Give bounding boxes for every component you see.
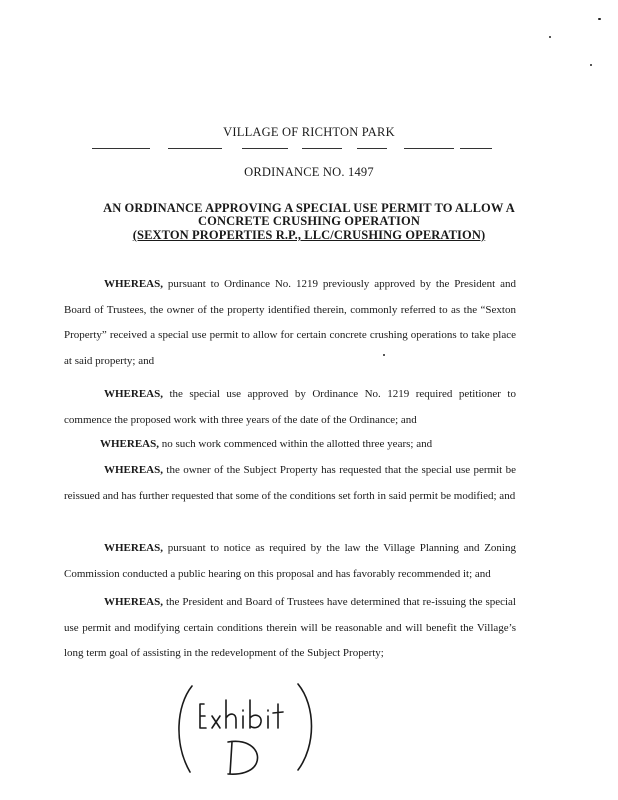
scan-speck: [598, 18, 601, 20]
scan-speck: [590, 64, 592, 66]
paragraph-text: pursuant to Ordinance No. 1219 previously approved by the President and Board of Trustees, the owner of the property identified therein, commonly referred to as the “Sexton Property” received a special use permit to allow for certain concrete crushing operations to take place at said property; and: [64, 278, 516, 367]
whereas-paragraph-3: [64, 432, 516, 458]
whereas-lead: WHEREAS,: [104, 542, 163, 554]
whereas-paragraph-2: [64, 382, 516, 433]
paragraph-text: the owner of the Subject Property has requested that the special use permit be reissued and has further requested that some of the conditions set forth in said permit be modified; and: [64, 464, 516, 502]
whereas-paragraph-4: [64, 458, 516, 509]
letter-e-stroke: [200, 704, 206, 728]
letter-h-stroke: [226, 700, 236, 728]
whereas-paragraph-1: [64, 272, 516, 374]
whereas-lead: WHEREAS,: [104, 388, 163, 400]
ordinance-title-line-3: (SEXTON PROPERTIES R.P., LLC/CRUSHING OPERATION): [132, 228, 486, 242]
handwritten-exhibit-mark: [170, 680, 320, 780]
whereas-paragraph-5: [64, 536, 516, 587]
letter-x-stroke: [212, 716, 220, 728]
village-name: VILLAGE OF RICHTON PARK: [223, 125, 395, 139]
whereas-lead: WHEREAS,: [104, 464, 163, 476]
scan-speck: [549, 36, 551, 38]
whereas-paragraph-6: [64, 590, 516, 667]
decorative-dashed-rule: [92, 145, 492, 153]
letter-b-stroke: [250, 700, 261, 728]
letter-d-stroke: [228, 741, 258, 774]
ordinance-number: ORDINANCE NO. 1497: [244, 165, 374, 179]
exhibit-d-handwriting: [170, 680, 320, 780]
whereas-lead: WHEREAS,: [104, 278, 163, 290]
whereas-lead: WHEREAS,: [100, 438, 159, 450]
letter-t-stroke: [273, 704, 283, 728]
left-paren-stroke: [179, 686, 192, 772]
paragraph-text: pursuant to notice as required by the law the Village Planning and Zoning Commission conducted a public hearing on this proposal and has favorably recommended it; and: [64, 542, 516, 580]
ordinance-title-line-2: CONCRETE CRUSHING OPERATION: [198, 214, 420, 228]
ordinance-title-line-1: AN ORDINANCE APPROVING A SPECIAL USE PERMIT TO ALLOW A: [103, 201, 515, 215]
whereas-lead: WHEREAS,: [104, 596, 163, 608]
paragraph-text: no such work commenced within the allotted three years; and: [159, 438, 433, 450]
paragraph-text: the special use approved by Ordinance No. 1219 required petitioner to commence the proposed work with three years of the date of the Ordinance; and: [64, 388, 516, 426]
paragraph-text: the President and Board of Trustees have determined that re-issuing the special use permit and modifying certain conditions therein will be reasonable and will benefit the Village’s long term goal of assisting in the redevelopment of the Subject Property;: [64, 596, 516, 659]
right-paren-stroke: [298, 684, 312, 770]
